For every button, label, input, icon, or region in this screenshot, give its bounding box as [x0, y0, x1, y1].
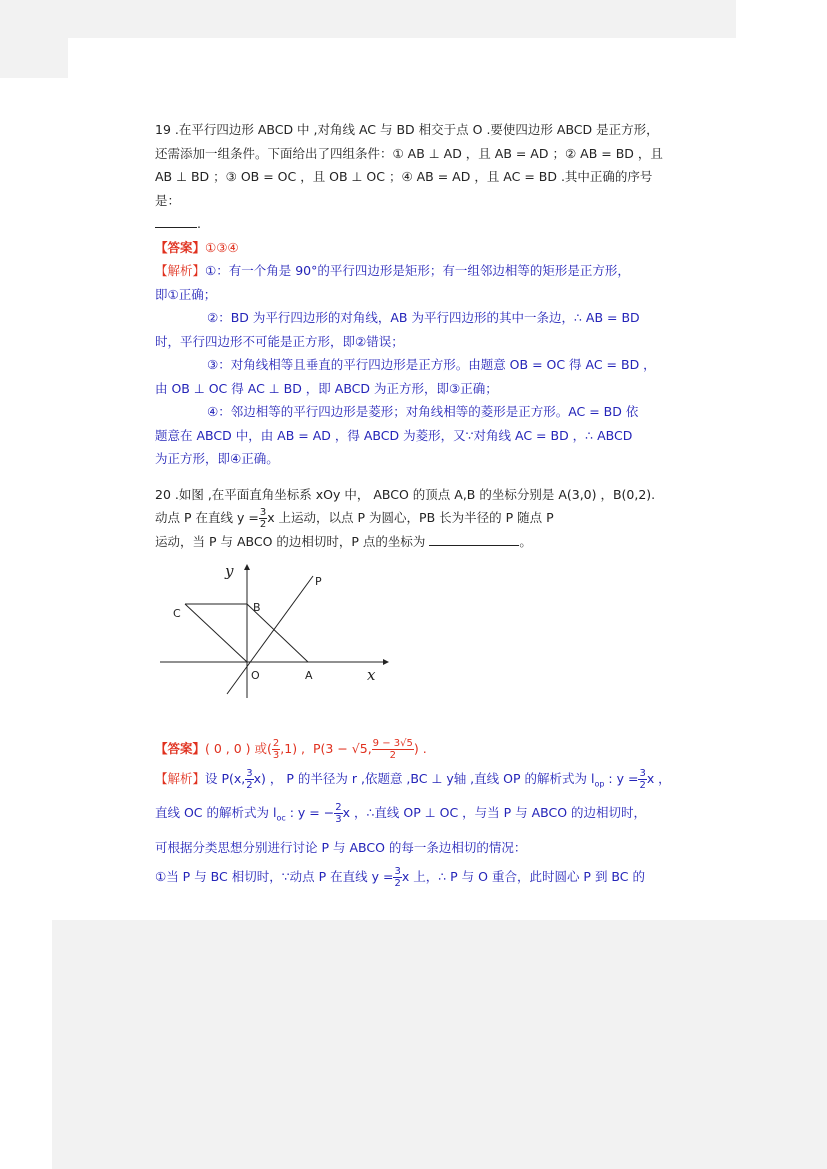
q19-line1: 19 .在平行四边形 ABCD 中 ,对角线 AC 与 BD 相交于点 O .要使四边形 ABCD 是正方形，: [155, 122, 659, 137]
fraction: $\frac{2}{3}$: [335, 802, 342, 825]
line-op: [227, 576, 313, 694]
question-20: [155, 483, 675, 554]
fraction: $\frac{3}{2}$: [246, 767, 253, 791]
point-p-label: P: [315, 574, 322, 588]
x-axis-arrow: [383, 659, 389, 665]
q20-line1: 20 .如图 ,在平面直角坐标系 xOy 中， ABCO 的顶点 A,B 的坐标分别是 A(3,0) ，B(0,2).: [155, 486, 656, 502]
point-b-label: B: [253, 600, 261, 614]
y-axis-arrow: [244, 564, 250, 570]
explanation-label: 【解析】: [155, 263, 206, 278]
x-axis-label: x: [367, 665, 376, 684]
point-c-label: C: [173, 606, 181, 620]
q19-line4: .: [155, 212, 675, 236]
answer-blank: [429, 531, 519, 546]
q19-line3: AB ⊥ BD ；③ OB = OC ，且 OB ⊥ OC ；④ AB = AD ，且 AC = BD .其中正确的序号是：: [155, 169, 653, 208]
bottom-shade: [52, 920, 827, 1169]
q20-line3: 运动，当 P 与 ABCO 的边相切时，P 点的坐标为 。: [155, 530, 675, 554]
question-19: [155, 118, 675, 236]
answer-blank: [155, 213, 197, 228]
point-a-label: A: [305, 668, 313, 682]
answer-19: [155, 236, 675, 260]
explanation-19: 【解析】①：有一个角是 90°的平行四边形是矩形；有一组邻边相等的矩形是正方形， 即①正确； ②：BD 为平行四边形的对角线，AB 为平行四边形的其中一条边，∴ AB = BD 时，平行四边形不可能是正方形，即②错误； ③：对角线相等且垂直的平行四边形是正方形。由题意 OB = OC 得 AC = BD ， 由 OB ⊥ OC 得 AC ⊥ BD ，即 ABCD 为正方形，即③正确； ④：邻边相等的平行四边形是菱形；对角线相等的菱形是正方形。AC = BD 依 题意在 ABCD 中，由 AB = AD ，得 ABCD 为菱形，又∵对角线 AC = BD ，∴ ABCD 为正方形，即④正确。: [155, 263, 656, 466]
explanation-20: 【解析】设 P(x, $\frac{3}{2}$ x) ， P 的半径为 r ,依题意 ,BC ⊥ y轴 ,直线 OP 的解析式为 $l_{op}$ : y = $\frac{3}{2}$ x ， 直线 OC 的解析式为 $l_{oc}$ : y = − $\frac{2}{3}$ x ，∴直线 OP ⊥ OC ，与当 P 与 ABCO 的边相切时， 可根据分类思想分别进行讨论 P 与 ABCO 的每一条边相切的情况： ①当 P 与 BC 相切时，∵动点 P 在直线 y = $\frac{3}{2}$ x 上，∴ P 与 O 重合，此时圆心 P 到 BC 的: [155, 767, 671, 889]
q20-line2: 动点 P 在直线 y = $\frac{3}{2}$ x 上运动，以点 P 为圆心，PB 长为半径的 P 随点 P: [155, 507, 554, 530]
y-axis-label: y: [225, 561, 234, 580]
answer-label: 【答案】: [155, 740, 206, 756]
fraction: $\frac{3}{2}$: [639, 767, 646, 791]
answer-label: 【答案】: [155, 239, 206, 255]
coordinate-figure: [155, 561, 395, 704]
answer-value: ①③④: [205, 239, 239, 255]
fraction: $\frac{3}{2}$: [259, 507, 267, 530]
figure-svg: [155, 564, 395, 704]
document-content: [155, 118, 675, 891]
fraction: $\frac{9 - 3√5}{2}$: [372, 737, 413, 761]
point-o-label: O: [251, 668, 260, 682]
answer-20: 【答案】( 0 , 0 ) 或( $\frac{2}{3}$ ,1) , P(3 − √5, $\frac{9 - 3√5}{2}$ ) .: [155, 737, 427, 761]
side-co: [185, 604, 247, 662]
q19-line2: 还需添加一组条件。下面给出了四组条件：① AB ⊥ AD ，且 AB = AD ；② AB = BD ，且: [155, 145, 663, 161]
explanation-label: 【解析】: [155, 770, 206, 786]
fraction: $\frac{3}{2}$: [394, 865, 401, 889]
fraction: $\frac{2}{3}$: [272, 737, 280, 761]
